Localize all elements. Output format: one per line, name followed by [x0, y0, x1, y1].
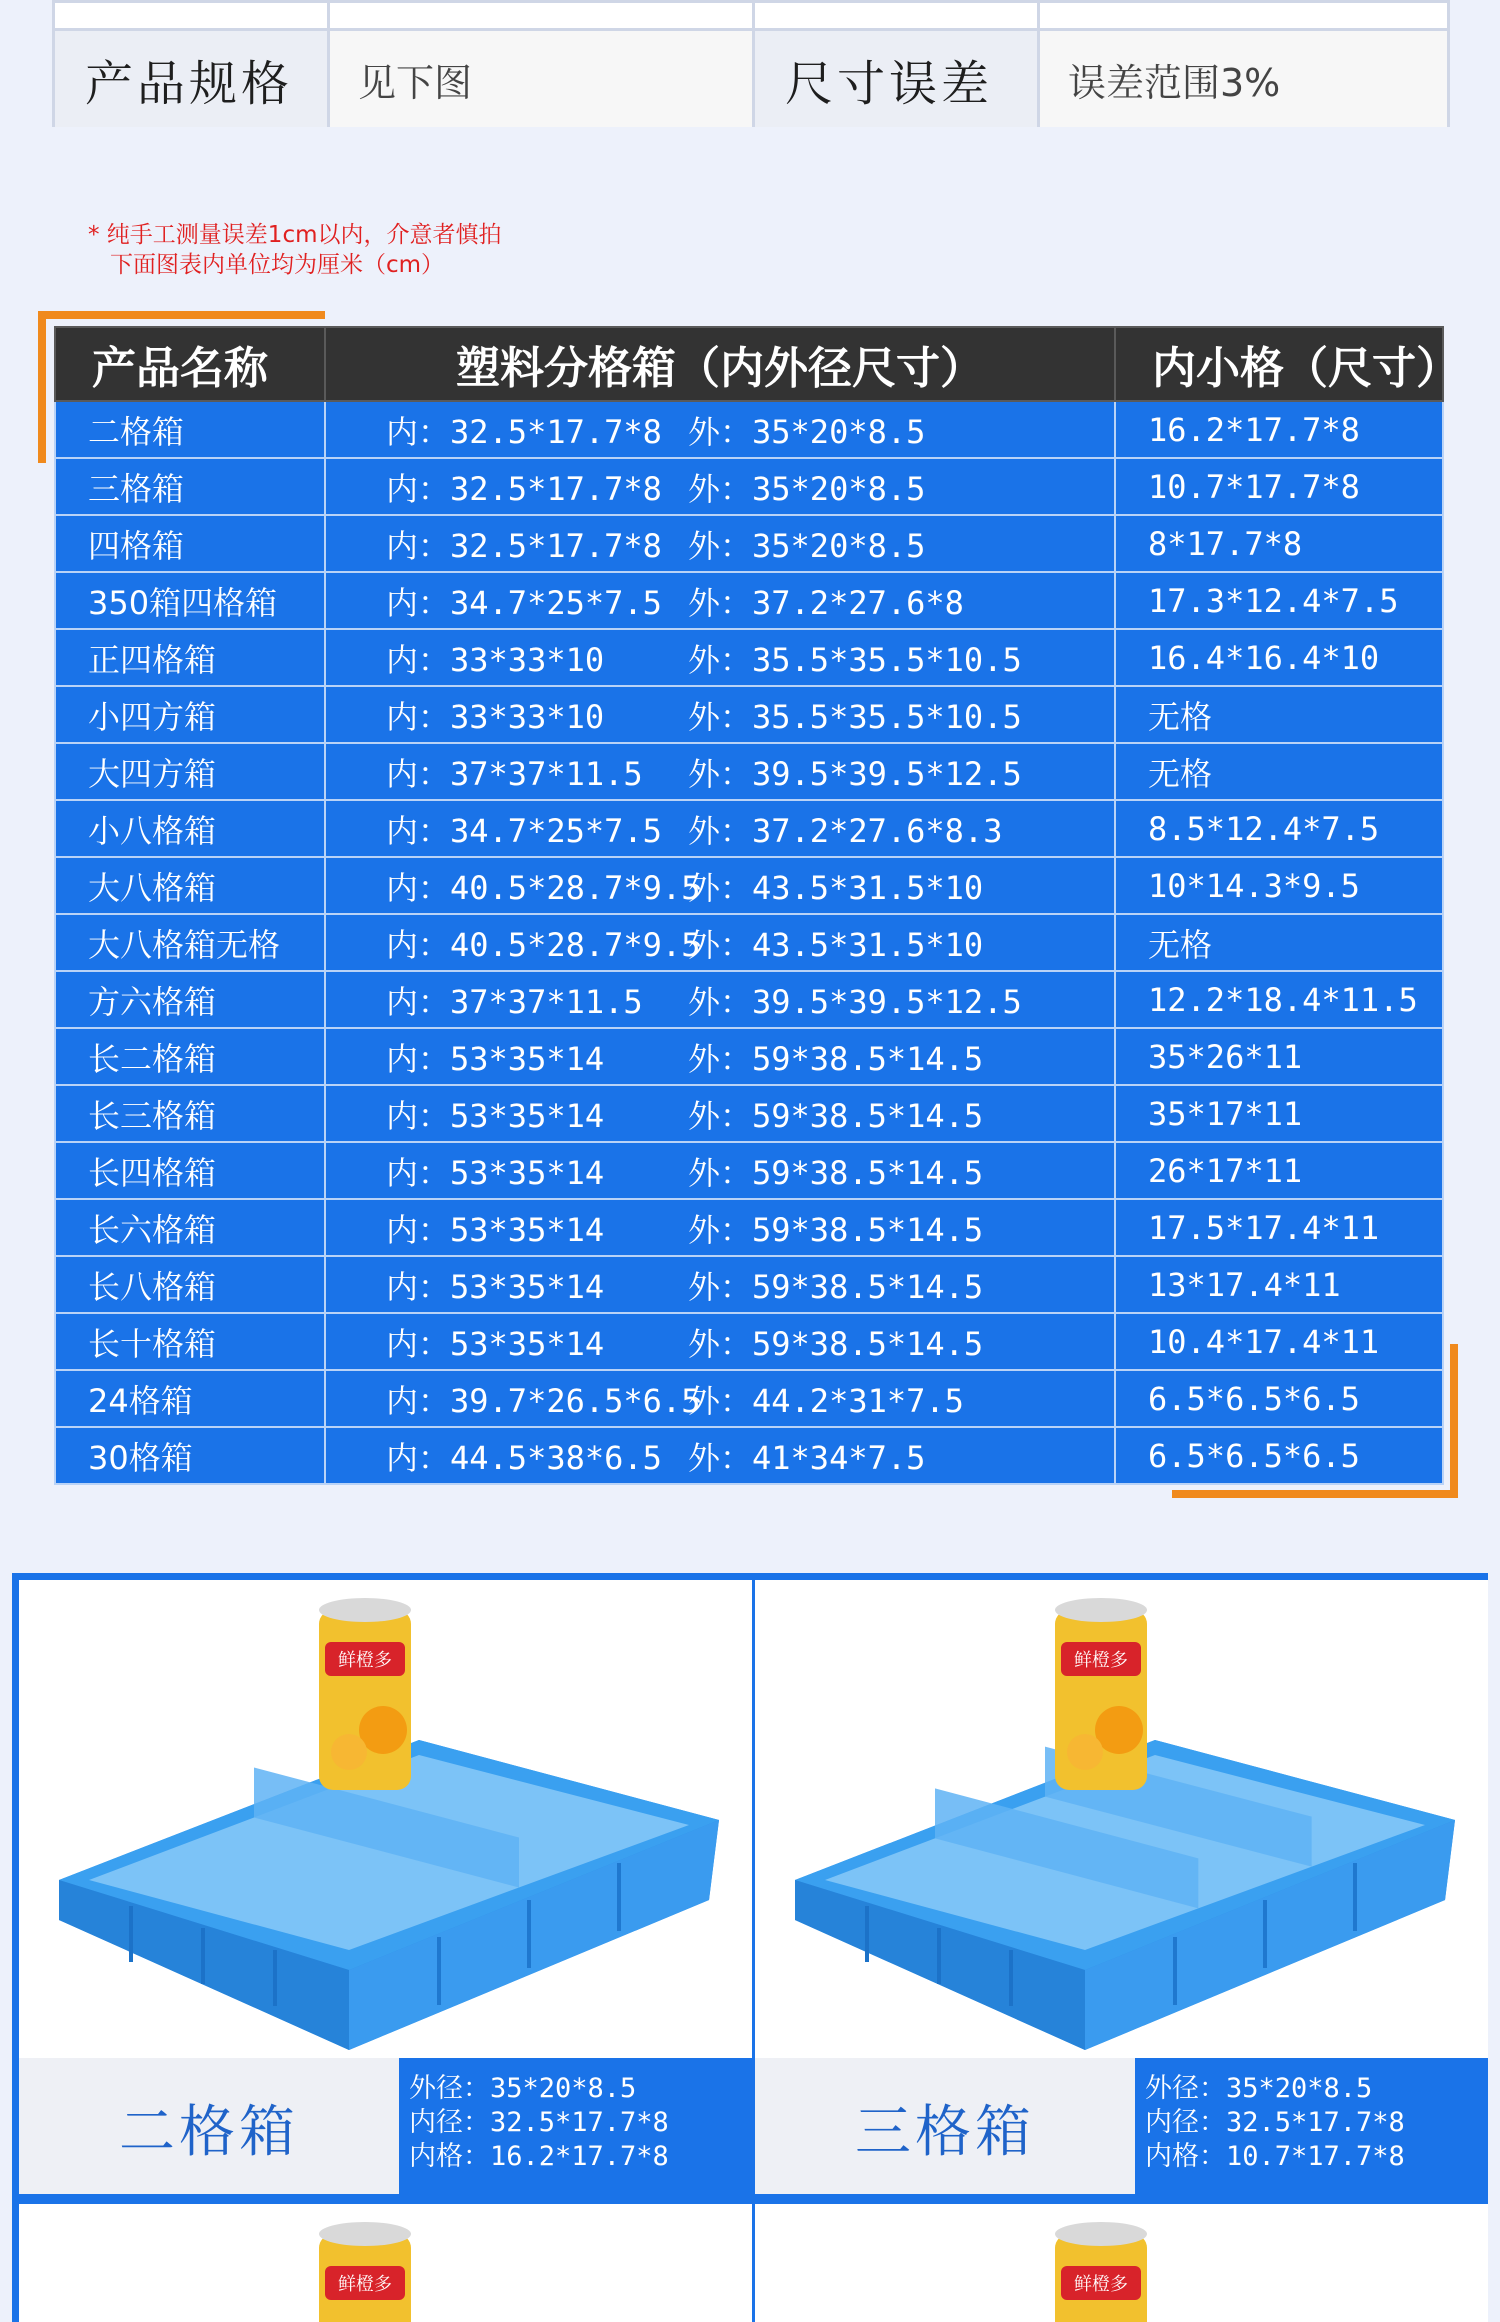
row-outer-size: 外：35*20*8.5	[688, 469, 926, 508]
drink-can	[1055, 1598, 1147, 1790]
corner-accent	[38, 311, 325, 319]
row-inner-size: 内：32.5*17.7*8	[386, 526, 662, 565]
row-product-name: 小四方箱	[55, 686, 325, 743]
spec-value-left: 见下图	[330, 31, 752, 127]
can-brand: 鲜橙多	[1074, 2274, 1128, 2295]
can-lid	[319, 1598, 411, 1622]
row-inner-size: 内：53*35*14	[386, 1153, 605, 1192]
cell-dimension: 内格：16.2*17.7*8	[409, 2141, 669, 2172]
table-row	[55, 1427, 1443, 1484]
table-row	[55, 1199, 1443, 1256]
row-cell-size: 10.7*17.7*8	[1115, 458, 1443, 515]
row-box-size	[325, 629, 1115, 686]
row-outer-size: 外：35.5*35.5*10.5	[688, 640, 1022, 679]
table-row	[55, 1028, 1443, 1085]
can-body	[1055, 1610, 1147, 1790]
row-outer-size: 外：59*38.5*14.5	[688, 1267, 984, 1306]
row-box-size	[325, 800, 1115, 857]
row-product-name: 大八格箱	[55, 857, 325, 914]
product-photo	[19, 2204, 752, 2322]
row-cell-size: 17.3*12.4*7.5	[1115, 572, 1443, 629]
table-row	[55, 458, 1443, 515]
outer-dimension: 外径：35*20*8.5	[1145, 2073, 1373, 2104]
row-outer-size: 外：37.2*27.6*8	[688, 583, 964, 622]
product-card[interactable]	[19, 2204, 752, 2322]
table-row	[55, 629, 1443, 686]
row-product-name: 正四格箱	[55, 629, 325, 686]
header-product-name: 产品名称	[55, 327, 325, 401]
spec-table	[52, 0, 1450, 127]
size-table	[54, 326, 1460, 1485]
row-inner-size: 内：33*33*10	[386, 640, 605, 679]
row-inner-size: 内：53*35*14	[386, 1039, 605, 1078]
can-brand: 鲜橙多	[1074, 1650, 1128, 1671]
product-name: 二格箱	[19, 2058, 399, 2194]
can-brand: 鲜橙多	[338, 1650, 392, 1671]
table-row	[55, 1142, 1443, 1199]
drink-can	[319, 2222, 411, 2322]
product-photo	[19, 1580, 752, 2058]
row-inner-size: 内：53*35*14	[386, 1210, 605, 1249]
product-dimensions	[399, 2058, 752, 2194]
row-outer-size: 外：59*38.5*14.5	[688, 1210, 984, 1249]
row-box-size	[325, 1256, 1115, 1313]
product-card[interactable]	[755, 2204, 1488, 2322]
row-box-size	[325, 1427, 1115, 1484]
row-product-name: 小八格箱	[55, 800, 325, 857]
row-cell-size: 6.5*6.5*6.5	[1115, 1427, 1443, 1484]
row-box-size	[325, 1028, 1115, 1085]
table-row	[55, 1256, 1443, 1313]
row-product-name: 长二格箱	[55, 1028, 325, 1085]
row-inner-size: 内：34.7*25*7.5	[386, 583, 662, 622]
row-product-name: 长三格箱	[55, 1085, 325, 1142]
table-row	[55, 572, 1443, 629]
row-box-size	[325, 458, 1115, 515]
row-product-name: 长四格箱	[55, 1142, 325, 1199]
table-row	[55, 857, 1443, 914]
row-outer-size: 外：43.5*31.5*10	[688, 868, 984, 907]
inner-dimension: 内径：32.5*17.7*8	[409, 2107, 669, 2138]
row-cell-size: 16.2*17.7*8	[1115, 401, 1443, 458]
row-inner-size: 内：37*37*11.5	[386, 982, 643, 1021]
row-box-size	[325, 572, 1115, 629]
spec-label-left: 产品规格	[55, 31, 327, 127]
row-cell-size: 8*17.7*8	[1115, 515, 1443, 572]
row-inner-size: 内：32.5*17.7*8	[386, 412, 662, 451]
outer-dimension: 外径：35*20*8.5	[409, 2073, 637, 2104]
row-box-size	[325, 686, 1115, 743]
row-inner-size: 内：33*33*10	[386, 697, 605, 736]
table-header-row	[55, 327, 1443, 401]
row-cell-size: 8.5*12.4*7.5	[1115, 800, 1443, 857]
row-box-size	[325, 743, 1115, 800]
row-outer-size: 外：43.5*31.5*10	[688, 925, 984, 964]
row-cell-size: 16.4*16.4*10	[1115, 629, 1443, 686]
product-photo	[755, 1580, 1488, 2058]
row-box-size	[325, 971, 1115, 1028]
row-cell-size: 10*14.3*9.5	[1115, 857, 1443, 914]
row-inner-size: 内：44.5*38*6.5	[386, 1438, 662, 1477]
product-card[interactable]	[755, 1580, 1488, 2194]
row-inner-size: 内：39.7*26.5*6.5	[386, 1381, 701, 1420]
row-cell-size: 10.4*17.4*11	[1115, 1313, 1443, 1370]
divider	[327, 3, 330, 127]
table-row	[55, 800, 1443, 857]
row-cell-size: 35*17*11	[1115, 1085, 1443, 1142]
header-cell-size: 内小格（尺寸）	[1115, 327, 1443, 401]
row-product-name: 方六格箱	[55, 971, 325, 1028]
header-box-size: 塑料分格箱（内外径尺寸）	[325, 327, 1115, 401]
row-product-name: 24格箱	[55, 1370, 325, 1427]
table-row	[55, 971, 1443, 1028]
drink-can	[319, 1598, 411, 1790]
row-product-name: 大四方箱	[55, 743, 325, 800]
row-outer-size: 外：59*38.5*14.5	[688, 1324, 984, 1363]
can-brand: 鲜橙多	[338, 2274, 392, 2295]
row-product-name: 三格箱	[55, 458, 325, 515]
row-inner-size: 内：34.7*25*7.5	[386, 811, 662, 850]
row-outer-size: 外：39.5*39.5*12.5	[688, 982, 1022, 1021]
table-row	[55, 686, 1443, 743]
orange-graphic	[1067, 1734, 1103, 1770]
table-row	[55, 1370, 1443, 1427]
row-box-size	[325, 1313, 1115, 1370]
row-product-name: 长十格箱	[55, 1313, 325, 1370]
divider	[752, 3, 755, 127]
row-box-size	[325, 1370, 1115, 1427]
can-body	[319, 1610, 411, 1790]
cell-dimension: 内格：10.7*17.7*8	[1145, 2141, 1405, 2172]
row-cell-size: 无格	[1115, 686, 1443, 743]
corner-accent	[1450, 1344, 1458, 1498]
table-row	[55, 1085, 1443, 1142]
corner-accent	[1172, 1490, 1458, 1498]
spec-row-top	[55, 3, 1447, 31]
corner-accent	[38, 311, 46, 463]
row-cell-size: 无格	[1115, 743, 1443, 800]
table-row	[55, 515, 1443, 572]
row-box-size	[325, 1199, 1115, 1256]
row-product-name: 二格箱	[55, 401, 325, 458]
row-outer-size: 外：59*38.5*14.5	[688, 1153, 984, 1192]
row-outer-size: 外：44.2*31*7.5	[688, 1381, 964, 1420]
row-box-size	[325, 857, 1115, 914]
row-inner-size: 内：37*37*11.5	[386, 754, 643, 793]
row-outer-size: 外：37.2*27.6*8.3	[688, 811, 1003, 850]
row-inner-size: 内：53*35*14	[386, 1096, 605, 1135]
can-lid	[1055, 1598, 1147, 1622]
row-product-name: 长六格箱	[55, 1199, 325, 1256]
measurement-note	[88, 220, 502, 280]
row-inner-size: 内：32.5*17.7*8	[386, 469, 662, 508]
can-lid	[1055, 2222, 1147, 2246]
product-name: 三格箱	[755, 2058, 1135, 2194]
row-outer-size: 外：39.5*39.5*12.5	[688, 754, 1022, 793]
can-lid	[319, 2222, 411, 2246]
row-inner-size: 内：40.5*28.7*9.5	[386, 868, 701, 907]
row-cell-size: 26*17*11	[1115, 1142, 1443, 1199]
size-table-wrapper	[54, 326, 1460, 1485]
drink-can	[1055, 2222, 1147, 2322]
row-box-size	[325, 401, 1115, 458]
row-product-name: 30格箱	[55, 1427, 325, 1484]
product-card[interactable]	[19, 1580, 752, 2194]
table-row	[55, 1313, 1443, 1370]
row-product-name: 长八格箱	[55, 1256, 325, 1313]
note-line-2: 下面图表内单位均为厘米（cm）	[110, 252, 445, 278]
row-cell-size: 6.5*6.5*6.5	[1115, 1370, 1443, 1427]
row-outer-size: 外：41*34*7.5	[688, 1438, 926, 1477]
row-outer-size: 外：35*20*8.5	[688, 412, 926, 451]
row-cell-size: 35*26*11	[1115, 1028, 1443, 1085]
spec-value-right: 误差范围3%	[1040, 31, 1447, 127]
divider	[1037, 3, 1040, 127]
row-box-size	[325, 1085, 1115, 1142]
row-box-size	[325, 515, 1115, 572]
row-outer-size: 外：59*38.5*14.5	[688, 1039, 984, 1078]
row-box-size	[325, 914, 1115, 971]
row-outer-size: 外：35*20*8.5	[688, 526, 926, 565]
row-cell-size: 13*17.4*11	[1115, 1256, 1443, 1313]
table-row	[55, 401, 1443, 458]
row-cell-size: 无格	[1115, 914, 1443, 971]
row-cell-size: 17.5*17.4*11	[1115, 1199, 1443, 1256]
product-grid	[12, 1573, 1488, 2322]
row-product-name: 大八格箱无格	[55, 914, 325, 971]
row-inner-size: 内：53*35*14	[386, 1267, 605, 1306]
row-inner-size: 内：40.5*28.7*9.5	[386, 925, 701, 964]
product-dimensions	[1135, 2058, 1488, 2194]
row-product-name: 四格箱	[55, 515, 325, 572]
inner-dimension: 内径：32.5*17.7*8	[1145, 2107, 1405, 2138]
table-row	[55, 914, 1443, 971]
table-row	[55, 743, 1443, 800]
row-outer-size: 外：35.5*35.5*10.5	[688, 697, 1022, 736]
row-inner-size: 内：53*35*14	[386, 1324, 605, 1363]
product-photo	[755, 2204, 1488, 2322]
row-box-size	[325, 1142, 1115, 1199]
row-product-name: 350箱四格箱	[55, 572, 325, 629]
orange-graphic	[331, 1734, 367, 1770]
spec-label-right: 尺寸误差	[755, 31, 1037, 127]
note-line-1: * 纯手工测量误差1cm以内，介意者慎拍	[88, 222, 502, 248]
row-cell-size: 12.2*18.4*11.5	[1115, 971, 1443, 1028]
row-outer-size: 外：59*38.5*14.5	[688, 1096, 984, 1135]
